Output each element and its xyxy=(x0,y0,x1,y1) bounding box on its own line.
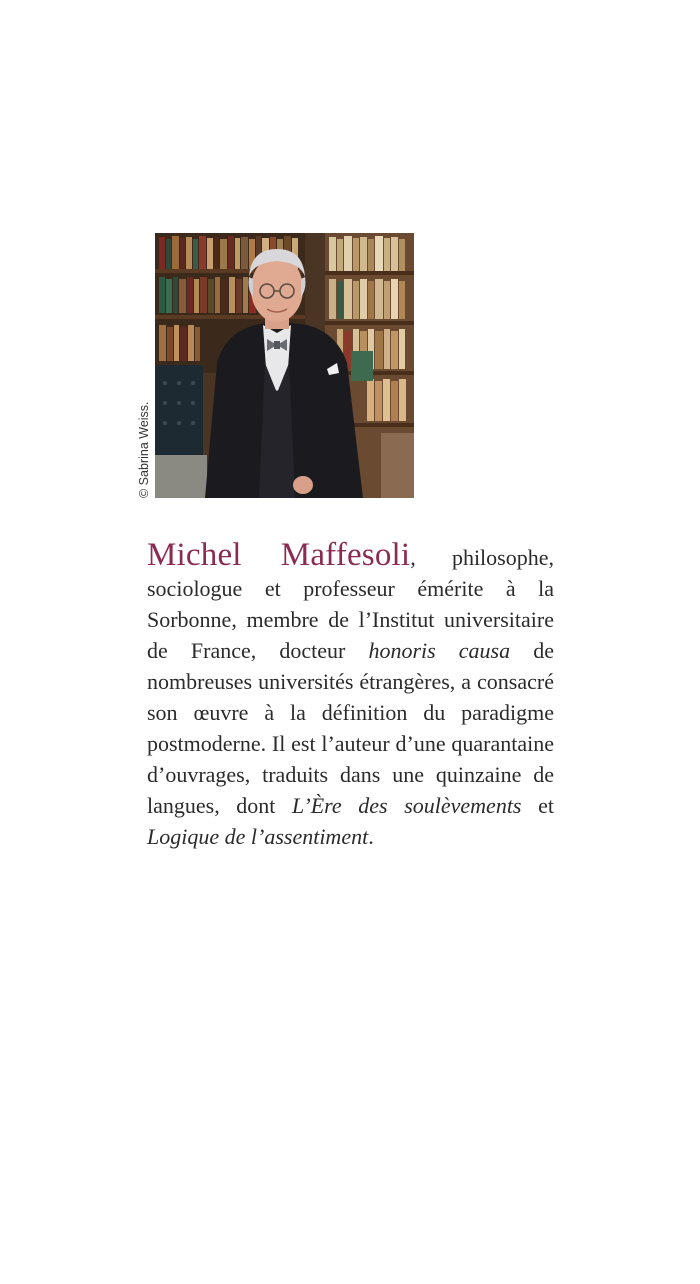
bio-text-1: , philosophe, sociologue et professeur émérite à la Sorbonne, membre de l’Institut universitaire de France, docteur xyxy=(147,545,554,663)
bio-text-2: de nombreuses universités étrangères, a consacré son œuvre à la définition du paradigme postmoderne. Il est l’auteur d’une quarantaine d’ouvrages, traduits dans une quinzaine de langues, dont xyxy=(147,638,555,818)
bio-text-4: . xyxy=(368,824,374,849)
bio-italic-honoris-causa: honoris causa xyxy=(368,638,511,663)
book-title-2: Logique de l’assentiment xyxy=(147,824,369,849)
author-bio xyxy=(147,537,555,852)
photo-credit: © Sabrina Weiss. xyxy=(137,401,151,498)
bio-text-3: et xyxy=(521,793,554,818)
author-name: Michel Maffesoli xyxy=(147,537,411,573)
book-title-1: L’Ère des soulèvements xyxy=(292,793,522,818)
author-portrait-photo xyxy=(155,233,414,498)
